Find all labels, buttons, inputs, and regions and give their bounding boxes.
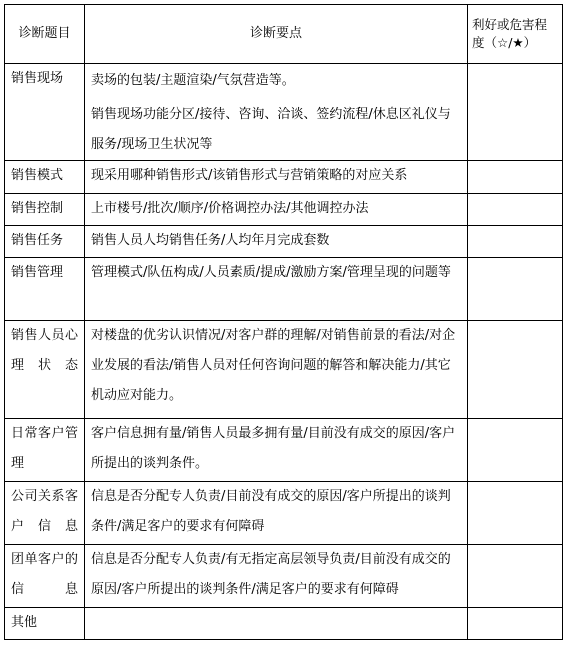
row-topic: 日常客户管理 <box>5 419 85 482</box>
table-row <box>5 545 563 608</box>
row-rating <box>468 258 563 321</box>
table-row <box>5 258 563 321</box>
row-topic: 销售控制 <box>5 194 85 226</box>
table-row <box>5 482 563 545</box>
row-topic: 销售模式 <box>5 161 85 194</box>
row-point-text: 信息是否分配专人负责/目前没有成交的原因/客户所提出的谈判条件/满足客户的要求有何障碍 <box>85 482 468 545</box>
table-row <box>5 226 563 258</box>
row-topic: 其他 <box>5 608 85 640</box>
row-rating <box>468 64 563 161</box>
table-row <box>5 608 563 640</box>
row-topic: 销售人员心理状态 <box>5 321 85 419</box>
row-rating <box>468 608 563 640</box>
header-rating: 利好或危害程度（☆/★） <box>468 5 563 64</box>
row-rating <box>468 194 563 226</box>
header-points: 诊断要点 <box>85 5 468 64</box>
row-topic: 团单客户的信息 <box>5 545 85 608</box>
row-point-text <box>85 608 468 640</box>
row-rating <box>468 419 563 482</box>
row-point-text: 卖场的包装/主题渲染/气氛营造等。 <box>91 73 295 88</box>
table-row <box>5 64 563 161</box>
table-row <box>5 194 563 226</box>
table-header-row <box>5 5 563 64</box>
table-row <box>5 321 563 419</box>
row-point-text: 管理模式/队伍构成/人员素质/提成/激励方案/管理呈现的问题等 <box>85 258 468 321</box>
header-topic: 诊断题目 <box>5 5 85 64</box>
row-point-text: 销售现场功能分区/接待、咨询、洽谈、签约流程/休息区礼仪与服务/现场卫生状况等 <box>91 107 451 152</box>
row-rating <box>468 226 563 258</box>
row-rating <box>468 161 563 194</box>
row-point-text: 上市楼号/批次/顺序/价格调控办法/其他调控办法 <box>85 194 468 226</box>
row-topic: 销售管理 <box>5 258 85 321</box>
row-topic: 销售任务 <box>5 226 85 258</box>
row-point-text: 销售人员人均销售任务/人均年月完成套数 <box>85 226 468 258</box>
row-points <box>85 64 468 161</box>
row-point-text: 对楼盘的优劣认识情况/对客户群的理解/对销售前景的看法/对企业发展的看法/销售人员对任何咨询问题的解答和解决能力/其它机动应对能力。 <box>85 321 468 419</box>
row-rating <box>468 482 563 545</box>
row-point-text: 现采用哪种销售形式/该销售形式与营销策略的对应关系 <box>85 161 468 194</box>
row-topic: 销售现场 <box>5 64 85 161</box>
row-rating <box>468 545 563 608</box>
row-point-text: 客户信息拥有量/销售人员最多拥有量/目前没有成交的原因/客户所提出的谈判条件。 <box>85 419 468 482</box>
row-topic: 公司关系客户信息 <box>5 482 85 545</box>
row-point-text: 信息是否分配专人负责/有无指定高层领导负责/目前没有成交的原因/客户所提出的谈判条件/满足客户的要求有何障碍 <box>85 545 468 608</box>
table-row <box>5 419 563 482</box>
table-row <box>5 161 563 194</box>
row-rating <box>468 321 563 419</box>
diagnosis-table <box>4 4 563 640</box>
